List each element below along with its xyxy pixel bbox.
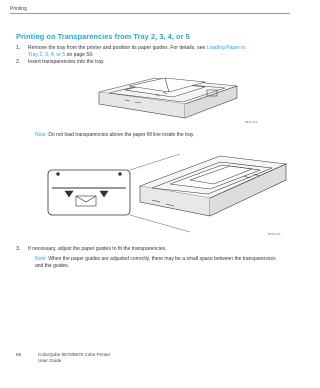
figure-tray-insert xyxy=(95,70,270,128)
tray-illustration-1 xyxy=(95,70,270,128)
link-loading-paper-cont[interactable]: Tray 2, 3, 4, or 5 xyxy=(28,52,66,58)
guide-name: User Guide xyxy=(38,358,62,363)
page-number: 68 xyxy=(16,352,22,357)
product-name: ColorQube 8570/8870 Color Printer xyxy=(38,352,111,357)
link-loading-paper[interactable]: Loading Paper in xyxy=(206,45,246,51)
figure-code: 8870-113 xyxy=(268,232,281,236)
note-2 xyxy=(35,256,280,270)
figure-code: 8870-112 xyxy=(245,120,258,124)
note-label: Note: xyxy=(35,256,47,262)
step-text: If necessary, adjust the paper guides to fit the transparencies. xyxy=(28,246,167,252)
header-divider xyxy=(10,13,290,14)
tray-illustration-2 xyxy=(40,150,290,240)
note-text: When the paper guides are adjusted correctly, there may be a small space between the transparencies and the guides. xyxy=(35,256,276,269)
note-1 xyxy=(35,132,280,139)
step-text: Insert transparencies into the tray. xyxy=(28,59,105,65)
note-label: Note: xyxy=(35,132,47,138)
step-number: 1. xyxy=(16,45,21,51)
running-header: Printing xyxy=(10,6,27,12)
figure-fill-line xyxy=(40,150,290,240)
note-text: Do not load transparencies above the paper fill line inside the tray. xyxy=(46,132,195,138)
step-number: 3. xyxy=(16,246,21,252)
section-title: Printing on Transparencies from Tray 2, 3, 4, or 5 xyxy=(16,32,190,41)
step-number: 2. xyxy=(16,59,21,65)
step-text: Remove the tray from the printer and position its paper guides. For details, see Loading Paper in Tray 2, 3, 4, or 5 on page 59. xyxy=(28,45,246,58)
